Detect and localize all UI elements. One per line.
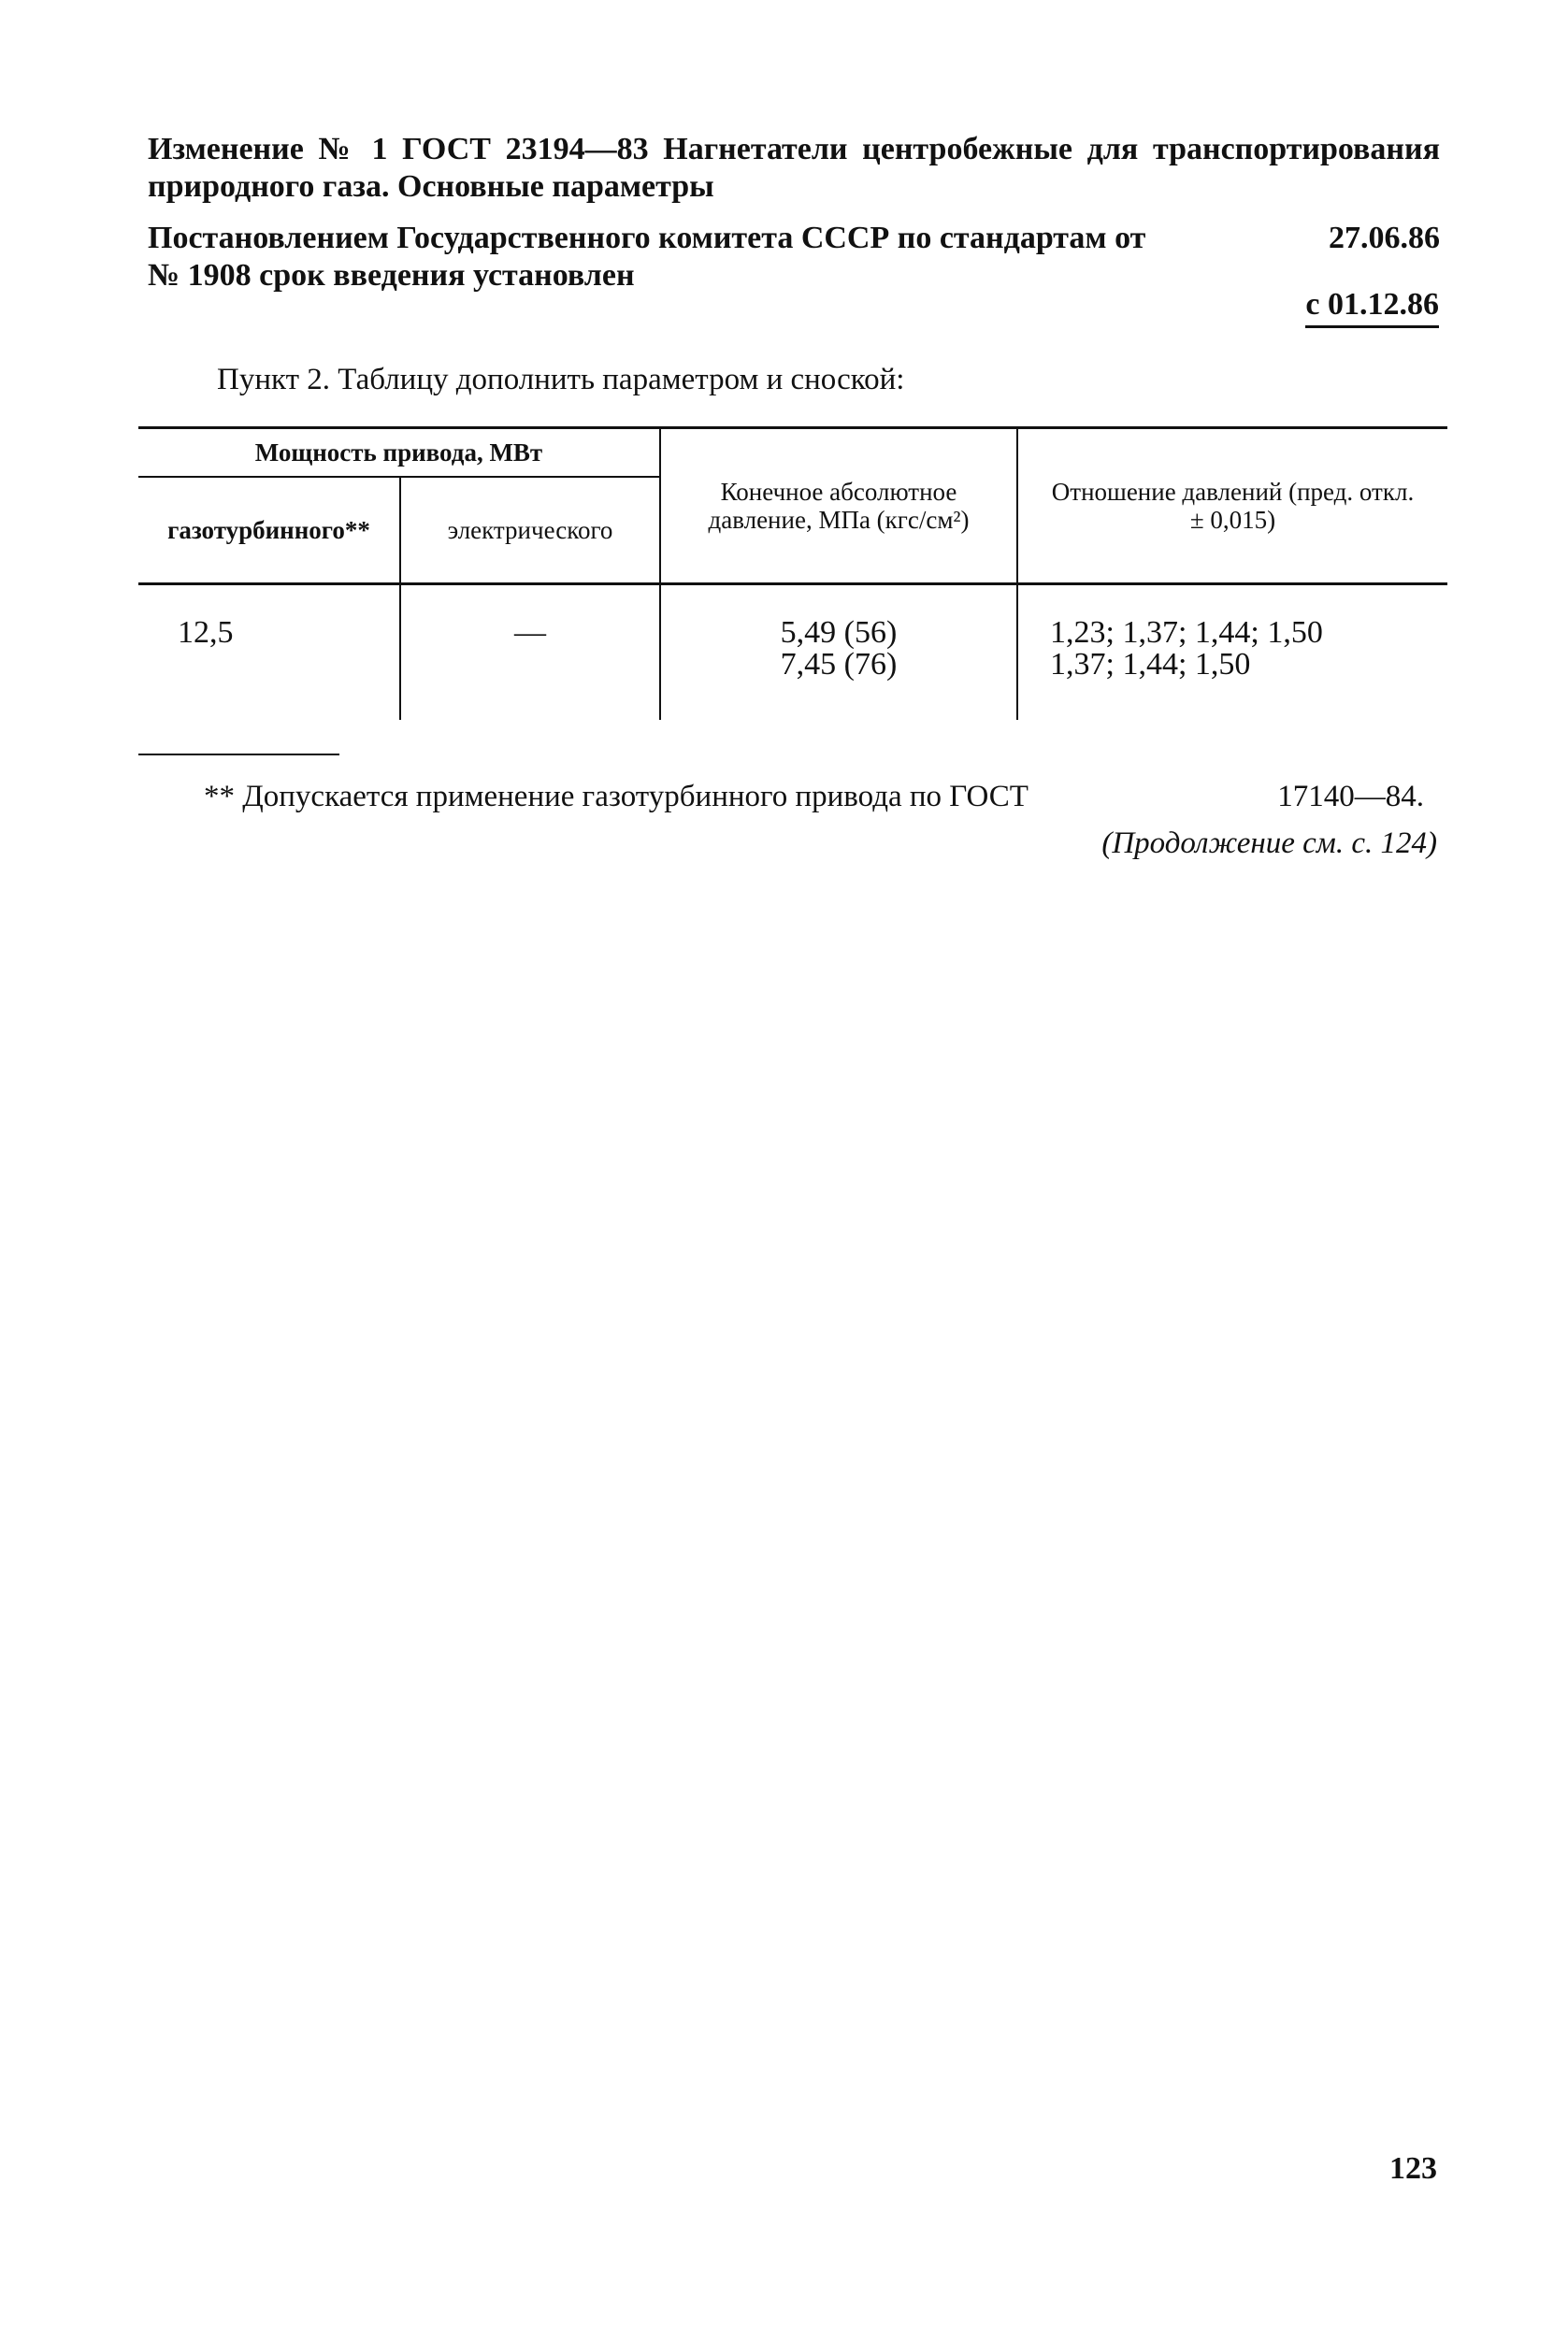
header-electric: электрического [400,477,660,584]
table [138,426,1447,720]
parameter-table [138,426,1447,720]
group-header-power: Мощность привода, МВт [254,438,543,467]
cell-ratio [1017,584,1447,721]
instruction-text: Пункт 2. Таблицу дополнить параметром и сноской: [217,363,905,396]
resolution-date: 27.06.86 [1329,221,1440,255]
amendment-heading: Изменение № 1 ГОСТ 23194—83 Нагнетатели центробежные для транспортирования природного газа. Основные параметры [148,132,1440,204]
header-final-pressure: Конечное абсолютное давление, МПа (кгс/см²) [660,428,1017,584]
table-row [138,584,1447,721]
footnote-divider [138,754,339,755]
pressure-value-2: 7,45 (76) [780,647,898,682]
ratio-value-1: 1,23; 1,37; 1,44; 1,50 [1050,615,1323,650]
header-row-1 [138,428,1447,478]
resolution-line-2: № 1908 срок введения установлен [148,258,635,293]
page-number: 123 [1389,2151,1437,2186]
resolution-text [148,220,1440,294]
cell-electric: — [400,584,660,721]
resolution-line-1 [148,220,1440,257]
cell-gas-turbine: 12,5 [178,615,234,650]
cell-pressure [660,584,1017,721]
footnote [204,778,1424,815]
effective-date: с 01.12.86 [1305,286,1439,328]
header-pressure-ratio: Отношение давлений (пред. откл. ± 0,015) [1017,428,1447,584]
ratio-value-2: 1,37; 1,44; 1,50 [1050,647,1251,682]
pressure-value-1: 5,49 (56) [780,615,898,650]
header-gas-turbine: газотурбинного** [138,477,400,584]
continuation-note: (Продолжение см. с. 124) [1101,826,1437,860]
footnote-standard: 17140—84. [1277,780,1424,813]
resolution-text-left: Постановлением Государственного комитета СССР по стандартам от [148,221,1146,255]
footnote-text: ** Допускается применение газотурбинного привода по ГОСТ [204,780,1029,813]
